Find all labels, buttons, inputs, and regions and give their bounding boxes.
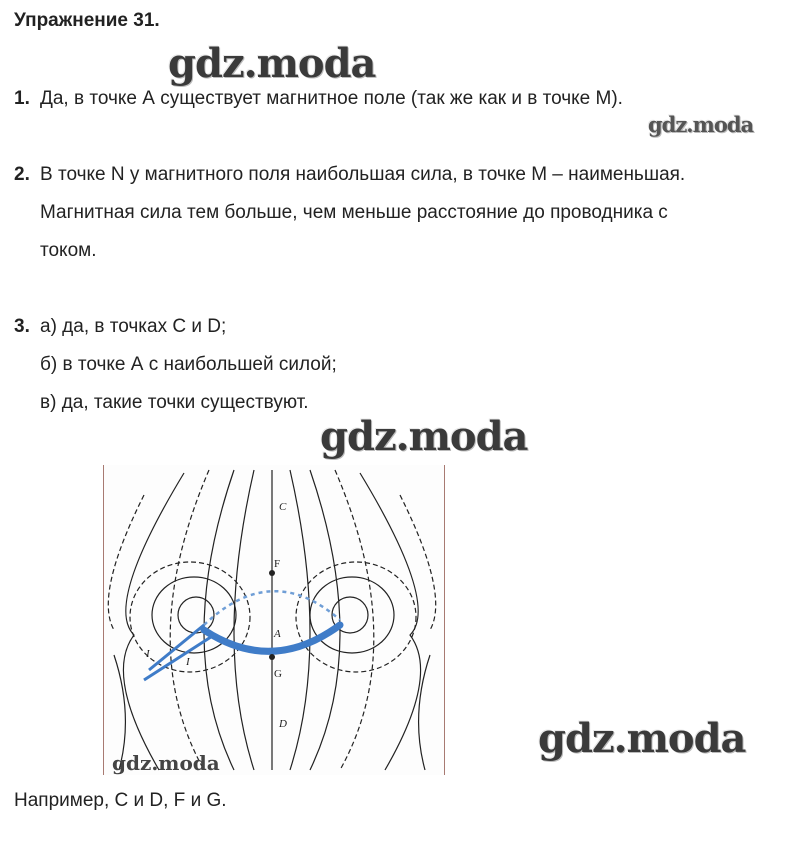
field-line	[335, 470, 374, 770]
answer-number: 1.	[14, 88, 30, 109]
point-c-label: C	[279, 501, 287, 513]
answer-text: а) да, в точках С и D;	[40, 316, 227, 337]
point-g-dot	[269, 654, 275, 660]
field-loop	[310, 577, 394, 653]
magnetic-field-figure	[103, 465, 445, 775]
watermark: gdz.moda	[538, 715, 746, 762]
field-line	[360, 473, 421, 770]
watermark: gdz.moda	[168, 40, 376, 87]
point-a-label: A	[274, 628, 281, 640]
answer-text: в) да, такие точки существуют.	[40, 392, 309, 413]
field-lines-diagram	[104, 465, 444, 775]
answer-number: 3.	[14, 316, 30, 337]
answer-text: Магнитная сила тем больше, чем меньше расстояние до проводника с	[40, 202, 668, 223]
field-line	[170, 470, 209, 770]
answer-text: б) в точке А с наибольшей силой;	[40, 354, 337, 375]
watermark: gdz.moda	[320, 413, 528, 460]
field-line	[310, 470, 340, 770]
field-loop	[178, 597, 214, 633]
footer-example: Например, С и D, F и G.	[14, 790, 227, 811]
answer-text: током.	[40, 240, 97, 261]
field-loop	[296, 562, 416, 672]
field-line	[234, 470, 254, 770]
point-d-label: D	[279, 718, 287, 730]
field-line	[290, 470, 310, 770]
field-line	[123, 473, 184, 770]
current-label: I	[186, 656, 190, 668]
answer-number: 2.	[14, 164, 30, 185]
answer-text: В точке N у магнитного поля наибольшая сила, в точке M – наименьшая.	[40, 164, 686, 185]
point-g-label: G	[274, 668, 282, 680]
answer-text: Да, в точке А существует магнитное поле (так же как и в точке М).	[40, 88, 623, 109]
current-label: I	[146, 648, 150, 660]
figure-watermark: gdz.moda	[112, 751, 220, 775]
watermark: gdz.moda	[648, 112, 754, 137]
answer-2	[14, 156, 794, 270]
exercise-title: Упражнение 31.	[14, 10, 160, 31]
point-f-dot	[269, 570, 275, 576]
field-line	[204, 470, 234, 770]
answer-3	[14, 308, 794, 422]
point-f-label: F	[274, 558, 281, 570]
